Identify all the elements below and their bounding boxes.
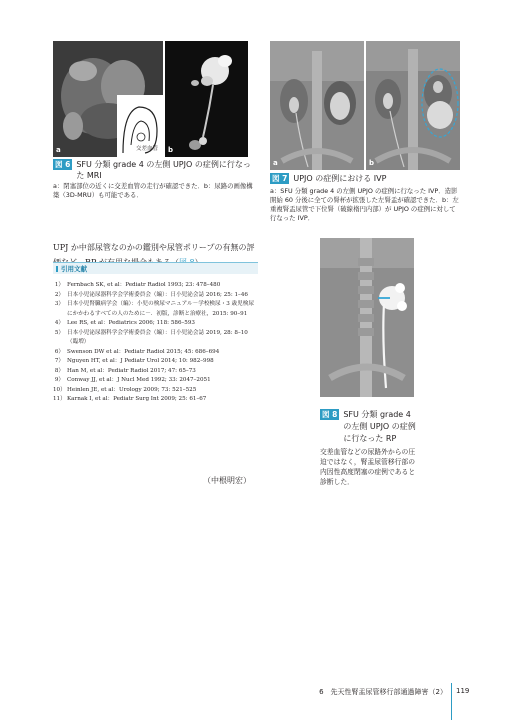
fig8-tag: 図 8 — [322, 410, 338, 419]
reference-text: Swenson DW et al：Pediatr Radiol 2015; 45: 686–694 — [67, 348, 220, 355]
author-name: （中根明宏） — [203, 476, 251, 485]
reference-list — [53, 281, 258, 405]
reference-item — [53, 319, 258, 329]
reference-item — [53, 329, 258, 348]
fig7-caption: a：SFU 分類 grade 4 の左側 UPJO の症例に行なった IVP．造影開始 60 分後に全ての腎杯が拡張した左腎盂が確認できた．b：左重複腎盂尿管で下位腎（破線楕円内部）が UPJO の症例に対して行なった IVP． — [270, 187, 459, 222]
references-heading-label: 引用文献 — [61, 265, 87, 273]
fig7-caption-head — [270, 173, 460, 184]
fig6-image-b — [165, 41, 248, 157]
page-footer — [0, 683, 509, 703]
rp-image — [320, 238, 414, 397]
fig6-title: SFU 分類 grade 4 の左側 UPJO の症例に行なった MRI — [76, 160, 251, 180]
fig6-tag: 図 6 — [55, 160, 71, 169]
reference-number: 7） — [54, 358, 64, 364]
reference-text: Heinlen JE, et al：Urology 2009; 73: 521–525 — [67, 386, 197, 393]
fig7-image-b — [366, 41, 460, 170]
reference-number: 3） — [54, 301, 64, 307]
reference-number: 11） — [53, 396, 66, 402]
reference-item — [53, 291, 258, 301]
fig6-caption-head — [53, 159, 258, 181]
fig6-caption: a：閉塞部位の近くに交差血管の走行が確認できた．b：尿路の画像構築（3D-MRU）も可能である． — [53, 182, 253, 199]
page-number: 119 — [456, 687, 470, 695]
reference-text: Nguyen HT, et al：J Pediatr Urol 2014; 10: 982–998 — [67, 358, 214, 364]
fig7-image-a — [270, 41, 364, 170]
reference-number: 1） — [54, 282, 64, 288]
reference-item — [53, 281, 258, 291]
reference-item — [53, 357, 258, 367]
fig7-tag: 図 7 — [272, 174, 288, 183]
reference-text: 日本小児泌尿器科学会学術委員会（編）：日小児泌会誌 2016; 25: 1–46 — [67, 291, 248, 298]
ivp-image-b — [366, 41, 460, 170]
fig8-caption: 交差血管などの尿路外からの圧迫ではなく，腎盂尿管移行部の内因性高度閉塞の症例であると診断した． — [320, 448, 416, 486]
reference-number: 6） — [54, 348, 64, 355]
fig6-image-a — [53, 41, 163, 157]
reference-number: 10） — [53, 386, 66, 393]
panel-letter-a: a — [273, 159, 278, 167]
heading-marker — [56, 266, 58, 272]
reference-text: Karnak I, et al：Pediatr Surg Int 2009; 25: 61–67 — [67, 396, 207, 402]
panel-letter-a: a — [56, 146, 61, 154]
margin-rule — [451, 690, 452, 720]
reference-item — [53, 367, 258, 377]
crossing-vessel-label: 交差血管 — [135, 146, 158, 152]
ivp-image-a — [270, 41, 364, 170]
body-text: UPJ か中部尿管なのかの鑑別や尿管ポリープの有無の評 — [53, 243, 255, 252]
reference-text: Conway JJ, et al：J Nucl Med 1992; 33: 2047–2051 — [67, 377, 211, 383]
fig7-title: UPJO の症例における IVP — [293, 174, 387, 183]
reference-text: Fernbach SK, et al：Pediatr Radiol 1993; 23: 478–480 — [67, 282, 221, 288]
reference-item — [53, 300, 258, 319]
reference-number: 8） — [54, 367, 64, 374]
reference-item — [53, 395, 258, 405]
fig8-caption-head — [320, 409, 420, 445]
footer-chapter: 6 先天性腎盂尿管移行部通過障害（2） — [319, 688, 447, 696]
reference-item — [53, 348, 258, 358]
fig8-title: SFU 分類 grade 4 の左側 UPJO の症例に行なった RP — [343, 410, 416, 443]
fig8-image — [320, 238, 414, 397]
reference-number: 9） — [54, 377, 64, 383]
reference-text: Lee RS, et al：Pediatrics 2006; 118: 586–593 — [67, 320, 195, 326]
reference-text: Han M, et al：Pediatr Radiol 2017; 47: 65–73 — [67, 367, 196, 374]
mri-image-a — [53, 41, 163, 157]
panel-letter-b: b — [369, 159, 375, 167]
reference-number: 4） — [54, 320, 64, 326]
reference-number: 5） — [54, 329, 64, 336]
panel-letter-b: b — [168, 146, 174, 154]
reference-text: 日本小児腎臓病学会（編）：小児の検尿マニュアル－学校検尿・3 歳児検尿にかかわるすべての人のために－．初版，診断と治療社，2015: 90–91 — [67, 301, 254, 317]
reference-item — [53, 376, 258, 386]
references-heading — [53, 262, 258, 274]
reference-text: 日本小児泌尿器科学会学術委員会（編）：日小児泌会誌 2019, 28: 8–10（臨増） — [67, 329, 248, 345]
reference-item — [53, 386, 258, 396]
reference-number: 2） — [54, 291, 64, 298]
mru-image-b — [165, 41, 248, 157]
